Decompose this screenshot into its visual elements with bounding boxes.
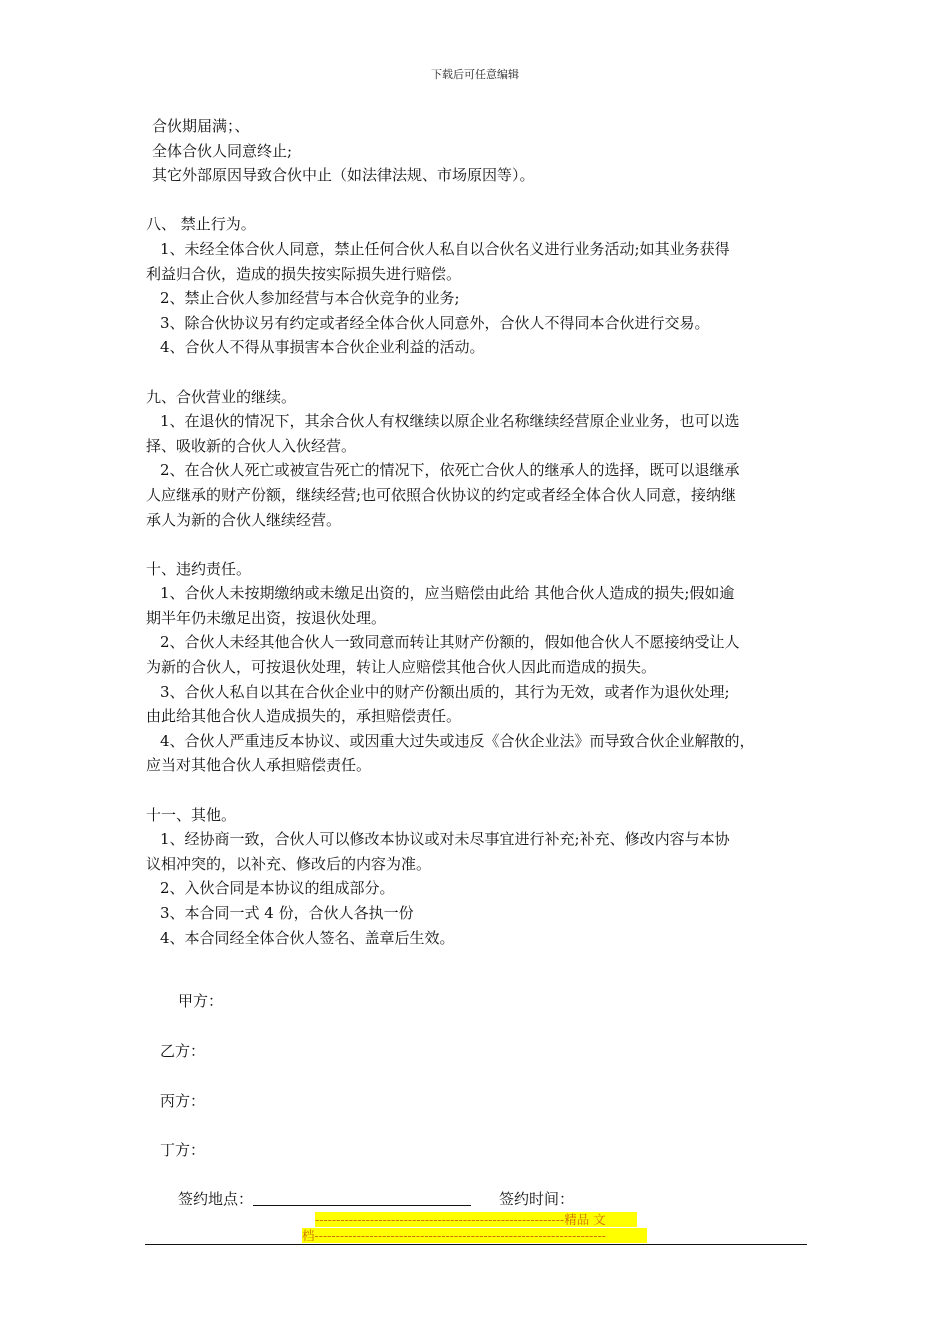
clause-cont: 择、吸收新的合伙人入伙经营。 (146, 436, 357, 455)
clause: 3、本合同一式 4 份，合伙人各执一份 (160, 904, 414, 922)
clause-cont: 承人为新的合伙人继续经营。 (146, 510, 342, 529)
clause-cont: 期半年仍未缴足出资，按退伙处理。 (146, 608, 387, 627)
paragraph: 全体合伙人同意终止; (152, 141, 293, 160)
section-title: 十一、其他。 (146, 805, 237, 824)
clause: 2、入伙合同是本协议的组成部分。 (160, 879, 395, 898)
clause: 3、合伙人私自以其在合伙企业中的财产份额出质的，其行为无效，或者作为退伙处理; (160, 682, 730, 701)
clause: 4、本合同经全体合伙人签名、盖章后生效。 (160, 928, 455, 947)
section-title: 八、 禁止行为。 (146, 215, 256, 234)
page-header: 下载后可任意编辑 (431, 68, 519, 81)
party-a-label: 甲方： (178, 992, 224, 1010)
clause-cont: 应当对其他合伙人承担赔偿责任。 (146, 756, 372, 775)
clause-cont: 由此给其他合伙人造成损失的，承担赔偿责任。 (146, 707, 462, 726)
clause: 4、合伙人不得从事损害本合伙企业利益的活动。 (160, 338, 485, 357)
clause: 1、经协商一致，合伙人可以修改本协议或对未尽事宜进行补充;补充、修改内容与本协 (160, 830, 730, 849)
signing-row (178, 1188, 574, 1209)
footer-divider (145, 1244, 807, 1245)
party-d-label: 丁方： (160, 1141, 206, 1159)
clause: 3、除合伙协议另有约定或者经全体合伙人同意外，合伙人不得同本合伙进行交易。 (160, 313, 710, 332)
party-c-label: 丙方： (160, 1092, 206, 1110)
footer-watermark-line1: -----------------------------------------------------------精品 文 (315, 1212, 637, 1227)
clause-cont: 利益归合伙，造成的损失按实际损失进行赔偿。 (146, 264, 462, 283)
signing-place-label: 签约地点： (178, 1190, 254, 1208)
signing-time-label: 签约时间： (499, 1190, 575, 1208)
clause: 1、合伙人未按期缴纳或未缴足出资的，应当赔偿由此给 其他合伙人造成的损失;假如逾 (160, 584, 735, 603)
clause: 2、禁止合伙人参加经营与本合伙竞争的业务; (160, 289, 460, 308)
clause-cont: 为新的合伙人，可按退伙处理，转让人应赔偿其他合伙人因此而造成的损失。 (146, 658, 657, 677)
section-title: 十、违约责任。 (146, 559, 252, 578)
section-title: 九、合伙营业的继续。 (146, 387, 297, 406)
clause-cont: 议相冲突的，以补充、修改后的内容为准。 (146, 854, 432, 873)
clause-cont: 人应继承的财产份额，继续经营;也可依照合伙协议的约定或者经全体合伙人同意，接纳继 (146, 485, 737, 504)
clause: 2、合伙人未经其他合伙人一致同意而转让其财产份额的，假如他合伙人不愿接纳受让人 (160, 633, 740, 652)
paragraph: 其它外部原因导致合伙中止（如法律法规、市场原因等）。 (152, 166, 535, 185)
spacer (146, 188, 812, 213)
signing-place-line[interactable] (253, 1191, 471, 1206)
clause: 4、合伙人严重违反本协议、或因重大过失或违反《合伙企业法》而导致合伙企业解散的， (160, 731, 755, 750)
spacer (146, 532, 812, 557)
clause: 1、在退伙的情况下，其余合伙人有权继续以原企业名称继续经营原企业业务，也可以选 (160, 412, 740, 431)
paragraph: 合伙期届满；、 (152, 117, 250, 135)
footer-watermark-line2: 档--------------------------------------------------------------------- (302, 1228, 647, 1243)
clause: 2、在合伙人死亡或被宣告死亡的情况下，依死亡合伙人的继承人的选择，既可以退继承 (160, 461, 740, 480)
party-b-label: 乙方： (160, 1042, 206, 1060)
spacer (146, 360, 812, 385)
clause: 1、未经全体合伙人同意，禁止任何合伙人私自以合伙名义进行业务活动;如其业务获得 (160, 239, 730, 258)
spacer (146, 778, 812, 803)
document-body (146, 114, 812, 950)
